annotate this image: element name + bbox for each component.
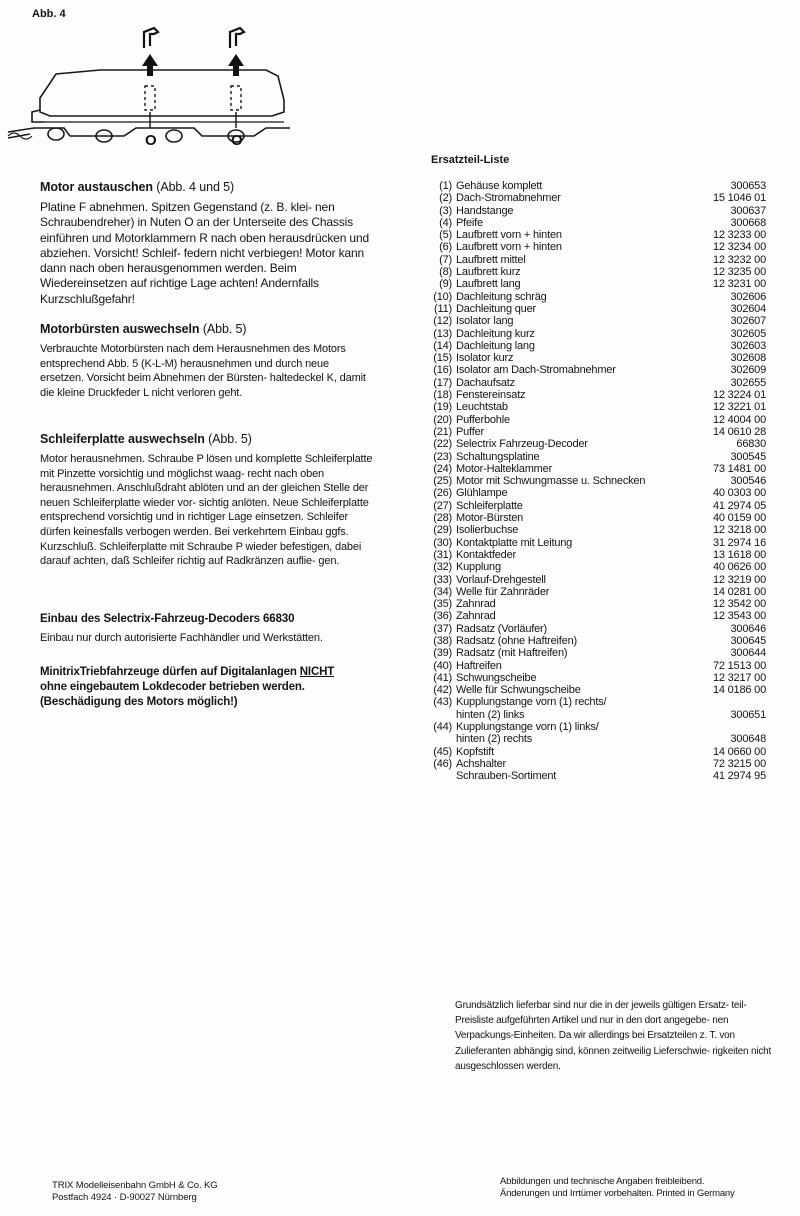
part-number: (24) (433, 462, 452, 475)
part-number: (42) (433, 684, 452, 697)
parts-row (424, 291, 774, 303)
part-name: Laufbrett vorn + hinten (456, 229, 562, 242)
part-number: (17) (433, 376, 452, 389)
part-article-number: 12 3231 00 (712, 278, 766, 291)
part-name: Dach-Stromabnehmer (456, 192, 561, 205)
part-name: Dachleitung schräg (456, 290, 547, 303)
part-number: (8) (439, 266, 452, 279)
part-number: (13) (433, 327, 452, 340)
part-article-number: 41 2974 05 (712, 499, 766, 512)
parts-row (424, 180, 774, 192)
part-number: (11) (434, 302, 452, 315)
parts-row (424, 364, 774, 376)
part-number: (32) (433, 561, 452, 574)
parts-row (424, 586, 774, 598)
part-name: Kupplungstange vorn (1) rechts/ (456, 696, 607, 709)
parts-row (424, 672, 774, 684)
parts-row (424, 635, 774, 647)
parts-row (424, 660, 774, 672)
slot-label-right: O (231, 132, 243, 149)
part-number: (21) (433, 425, 452, 438)
parts-row (424, 696, 774, 721)
parts-row (424, 537, 774, 549)
parts-row (424, 254, 774, 266)
part-article-number: 300651 (730, 708, 766, 721)
part-article-number: 15 1046 01 (712, 192, 766, 205)
parts-row (424, 561, 774, 573)
publisher-name: TRIX Modelleisenbahn GmbH & Co. KG (52, 1180, 218, 1191)
parts-row (424, 524, 774, 536)
part-name: Kupplung (456, 561, 501, 574)
parts-row (424, 574, 774, 586)
parts-row (424, 205, 774, 217)
part-article-number: 300653 (730, 180, 766, 192)
parts-row (424, 623, 774, 635)
part-article-number: 12 3219 00 (712, 573, 766, 586)
part-number: (38) (433, 634, 452, 647)
parts-row (424, 746, 774, 758)
disclaimer-line1: Abbildungen und technische Angaben freibleibend. (500, 1176, 705, 1187)
motor-section (40, 180, 375, 307)
part-name: Dachleitung quer (456, 302, 536, 315)
slider-plate-title: Schleiferplatte auswechseln (Abb. 5) (40, 432, 252, 446)
part-name: Pfeife (456, 216, 483, 229)
parts-row (424, 278, 774, 290)
parts-row (424, 377, 774, 389)
part-article-number: 12 3221 01 (712, 401, 766, 414)
brushes-section (40, 322, 375, 400)
part-number: (43) (433, 696, 452, 709)
part-article-number: 14 0281 00 (712, 585, 766, 598)
availability-note: Grundsätzlich lieferbar sind nur die in der jeweils gültigen Ersatz- teil-Preisliste aufgeführten Artikel und nur in den dort angegebe- nen Verpackungs-Einheiten. Da wir allerdings bei Ersatzteilen z. T. von Zulieferanten abhängig sind, können zeitweilig Lieferschwie- rigkeiten nicht ausgeschlossen werden. (455, 1000, 772, 1072)
part-article-number: 12 3543 00 (712, 610, 766, 623)
part-number: (35) (433, 598, 452, 611)
part-article-number: 14 0660 00 (712, 745, 766, 758)
part-name: Welle für Schwungscheibe (456, 684, 581, 697)
part-number: (27) (433, 499, 452, 512)
part-article-number: 73 1481 00 (712, 462, 766, 475)
part-number: (26) (433, 487, 452, 500)
part-article-number: 31 2974 16 (712, 536, 766, 549)
part-name: Laufbrett kurz (456, 266, 521, 279)
parts-row (424, 598, 774, 610)
parts-row (424, 500, 774, 512)
part-number: (33) (433, 573, 452, 586)
part-name: Dachleitung lang (456, 339, 535, 352)
part-name: Puffer (456, 425, 484, 438)
part-article-number: 302607 (730, 315, 766, 328)
part-name: Radsatz (mit Haftreifen) (456, 647, 568, 660)
parts-list-title: Ersatzteil-Liste (431, 154, 510, 166)
part-number: (30) (433, 536, 452, 549)
part-number: (9) (439, 278, 452, 291)
part-name: Glühlampe (456, 487, 508, 500)
parts-row (424, 229, 774, 241)
parts-row (424, 684, 774, 696)
part-name-line2: hinten (2) rechts (456, 733, 533, 746)
part-name: Isolator kurz (456, 352, 514, 365)
parts-row (424, 475, 774, 487)
part-name: Kontaktplatte mit Leitung (456, 536, 573, 549)
part-name: Isolator lang (456, 315, 514, 328)
part-article-number: 300668 (730, 216, 766, 229)
part-article-number: 300645 (730, 634, 766, 647)
part-number: (20) (433, 413, 452, 426)
part-name: Schaltungsplatine (456, 450, 540, 463)
warning-line1: MinitrixTriebfahrzeuge dürfen auf Digitalanlagen (40, 666, 300, 678)
parts-row (424, 352, 774, 364)
parts-row (424, 721, 774, 746)
part-article-number: 12 3217 00 (712, 671, 766, 684)
figure-label: Abb. 4 (32, 8, 66, 20)
digital-warning (40, 665, 375, 710)
parts-row (424, 328, 774, 340)
part-number: (5) (439, 229, 452, 242)
part-article-number: 302604 (730, 302, 766, 315)
motor-title: Motor austauschen (Abb. 4 und 5) (40, 180, 235, 194)
part-number: (12) (433, 315, 452, 328)
part-name: Haftreifen (456, 659, 502, 672)
decoder-text: Einbau nur durch autorisierte Fachhändler und Werkstätten. (40, 632, 323, 644)
part-article-number: 300545 (730, 450, 766, 463)
part-name: Zahnrad (456, 610, 496, 623)
part-article-number: 12 3218 00 (712, 524, 766, 537)
motor-text: Platine F abnehmen. Spitzen Gegenstand (z. B. klei- nen Schraubendreher) in Nuten O an der Unterseite des Chassis einführen und Motorklammern R nach oben herausdrücken und abziehen. Vorsicht! Schleif- federn nicht verbiegen! Motor kann dann nach oben herausgenommen werden. Beim Wiedereinsetzen auf richtige Lage achten! Andernfalls Kurzschlußgefahr! (40, 200, 369, 306)
slider-plate-text: Motor herausnehmen. Schraube P lösen und komplette Schleiferplatte mit Pinzette vorsichtig und möglichst waag- recht nach oben herausnehmen. Anschlußdraht ablöten und an der gleichen Stelle der neuen Schleiferplatte wieder vor- sichtig anlöten. Neue Schleiferplatte entsprechend vorsichtig und in richtiger Lage einsetzen. Schleifer dürfen keinesfalls verbogen werden. Bei verkehrtem Einbau ggfs. Kurzschluß. Schleiferplatte mit Schraube P wieder befestigen, dabei darauf achten, daß Schleifer richtig auf Radkränzen auflie- gen. (40, 453, 373, 568)
part-name-line2: hinten (2) links (456, 708, 525, 721)
part-article-number: 12 4004 00 (712, 413, 766, 426)
part-name: Laufbrett lang (456, 278, 521, 291)
part-article-number: 12 3234 00 (712, 241, 766, 254)
parts-row (424, 426, 774, 438)
slot-label-left: O (145, 132, 157, 149)
part-article-number: 14 0186 00 (712, 684, 766, 697)
parts-row (424, 463, 774, 475)
part-article-number: 300648 (730, 733, 766, 746)
parts-list (424, 180, 774, 783)
part-name: Dachleitung kurz (456, 327, 535, 340)
part-name: Isolator am Dach-Stromabnehmer (456, 364, 616, 377)
parts-row (424, 438, 774, 450)
parts-row (424, 315, 774, 327)
part-name: Selectrix Fahrzeug-Decoder (456, 438, 588, 451)
parts-row (424, 487, 774, 499)
part-number: (37) (433, 622, 452, 635)
part-name: Kupplungstange vorn (1) links/ (456, 721, 599, 734)
brushes-title: Motorbürsten auswechseln (Abb. 5) (40, 322, 247, 336)
warning-line2: ohne eingebautem Lokdecoder betrieben werden. (40, 681, 305, 693)
part-number: (16) (433, 364, 452, 377)
part-name: Radsatz (Vorläufer) (456, 622, 547, 635)
part-name: Welle für Zahnräder (456, 585, 550, 598)
warning-emphasis: NICHT (299, 666, 335, 678)
part-article-number: 40 0159 00 (712, 512, 766, 525)
part-article-number: 12 3232 00 (712, 253, 766, 266)
part-name: Leuchtstab (456, 401, 508, 414)
part-name: Isolierbuchse (456, 524, 519, 537)
part-name: Schleiferplatte (456, 499, 523, 512)
part-name: Achshalter (456, 757, 506, 770)
part-number: (29) (433, 524, 452, 537)
part-article-number: 300644 (730, 647, 766, 660)
slider-plate-section (40, 432, 375, 569)
part-number: (45) (433, 745, 452, 758)
part-number: (31) (433, 548, 452, 561)
parts-row (424, 647, 774, 659)
part-number: (39) (433, 647, 452, 660)
warning-line3: (Beschädigung des Motors möglich!) (40, 696, 238, 708)
part-name: Schwungscheibe (456, 671, 537, 684)
part-article-number: 302609 (730, 364, 766, 377)
parts-row (424, 414, 774, 426)
part-name: Zahnrad (456, 598, 496, 611)
parts-row (424, 610, 774, 622)
part-number: (19) (433, 401, 452, 414)
parts-row (424, 303, 774, 315)
part-article-number: 302655 (730, 376, 766, 389)
part-article-number: 302605 (730, 327, 766, 340)
part-number: (4) (439, 216, 452, 229)
part-article-number: 40 0303 00 (712, 487, 766, 500)
part-article-number: 302606 (730, 290, 766, 303)
part-name: Laufbrett vorn + hinten (456, 241, 562, 254)
decoder-title: Einbau des Selectrix-Fahrzeug-Decoders 66830 (40, 613, 295, 625)
part-article-number: 300637 (730, 204, 766, 217)
parts-row (424, 340, 774, 352)
part-number: (3) (439, 204, 452, 217)
part-article-number: 66830 (736, 438, 766, 451)
part-name: Kopfstift (456, 745, 494, 758)
parts-row (424, 401, 774, 413)
part-article-number: 302603 (730, 339, 766, 352)
part-article-number: 300646 (730, 622, 766, 635)
part-number: (41) (433, 671, 452, 684)
parts-row (424, 389, 774, 401)
part-name: Handstange (456, 204, 514, 217)
part-number: (22) (433, 438, 452, 451)
part-number: (14) (433, 339, 452, 352)
part-article-number: 72 1513 00 (712, 659, 766, 672)
locomotive-diagram (4, 24, 294, 154)
part-name: Motor-Halteklammer (456, 462, 553, 475)
part-article-number: 12 3224 01 (712, 389, 766, 402)
part-number: (18) (433, 389, 452, 402)
legal-disclaimer (500, 1176, 735, 1200)
part-number: (6) (439, 241, 452, 254)
part-article-number: 12 3233 00 (712, 229, 766, 242)
part-article-number: 40 0626 00 (712, 561, 766, 574)
parts-row (424, 512, 774, 524)
parts-row (424, 217, 774, 229)
part-number: (25) (433, 475, 452, 488)
parts-row (424, 770, 774, 782)
part-article-number: 12 3235 00 (712, 266, 766, 279)
part-name: Fenstereinsatz (456, 389, 526, 402)
parts-row (424, 758, 774, 770)
part-number: (2) (439, 192, 452, 205)
part-article-number: 300546 (730, 475, 766, 488)
parts-row (424, 241, 774, 253)
part-number: (34) (433, 585, 452, 598)
parts-row (424, 549, 774, 561)
part-name: Vorlauf-Drehgestell (456, 573, 546, 586)
part-name: Radsatz (ohne Haftreifen) (456, 634, 577, 647)
part-article-number: 72 3215 00 (712, 757, 766, 770)
part-number: (7) (439, 253, 452, 266)
decoder-section (40, 613, 375, 646)
part-article-number: 13 1618 00 (712, 548, 766, 561)
part-article-number: 14 0610 28 (712, 425, 766, 438)
publisher-postbox: Postfach 4924 · D-90027 Nürnberg (52, 1192, 197, 1203)
part-number: (28) (433, 512, 452, 525)
part-name: Gehäuse komplett (456, 180, 543, 192)
parts-row (424, 192, 774, 204)
parts-row (424, 266, 774, 278)
part-name: Laufbrett mittel (456, 253, 526, 266)
part-article-number: 12 3542 00 (712, 598, 766, 611)
part-number: (1) (439, 180, 452, 192)
part-name: Motor mit Schwungmasse u. Schnecken (456, 475, 646, 488)
part-number: (10) (433, 290, 452, 303)
part-number: (23) (433, 450, 452, 463)
part-number: (46) (433, 757, 452, 770)
part-name: Schrauben-Sortiment (456, 770, 557, 783)
part-name: Motor-Bürsten (456, 512, 524, 525)
parts-row (424, 451, 774, 463)
part-name: Dachaufsatz (456, 376, 515, 389)
part-number: (15) (433, 352, 452, 365)
disclaimer-line2: Änderungen und Irrtümer vorbehalten. Printed in Germany (500, 1188, 735, 1199)
part-name: Kontaktfeder (456, 548, 516, 561)
part-name: Pufferbohle (456, 413, 510, 426)
publisher-address (52, 1180, 218, 1204)
part-number: (36) (433, 610, 452, 623)
part-number: (44) (433, 721, 452, 734)
part-article-number: 41 2974 95 (712, 770, 766, 783)
part-number: (40) (433, 659, 452, 672)
part-article-number: 302608 (730, 352, 766, 365)
brushes-text: Verbrauchte Motorbürsten nach dem Herausnehmen des Motors entsprechend Abb. 5 (K-L-M) herausnehmen und durch neue ersetzen. Vorsicht beim Abnehmen der Bürsten- haltedeckel K, damit die kleine Druckfeder L nicht verloren geht. (40, 343, 366, 399)
